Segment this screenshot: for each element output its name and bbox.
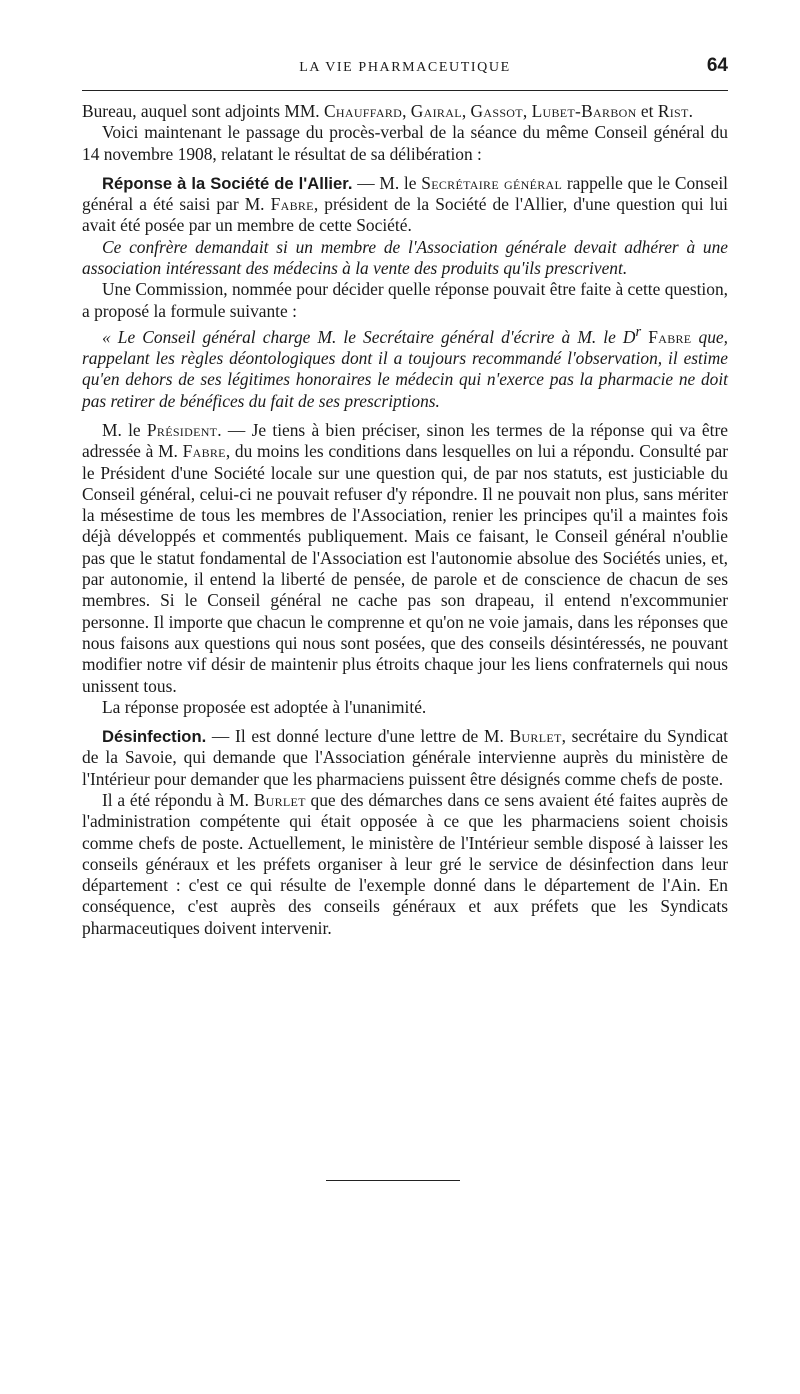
text-run: « Le Conseil général charge M. le Secrétaire général d'écrire à M. le D [102, 326, 636, 347]
closing-rule [326, 1180, 460, 1181]
text-run: et [636, 101, 658, 121]
text-run: , [461, 101, 471, 121]
paragraph-reply [82, 790, 728, 939]
name-burlet: Burlet [253, 790, 306, 810]
title-president: Président [146, 419, 218, 440]
name-fabre: Fabre [182, 441, 226, 462]
text-run: M. le [102, 419, 147, 440]
running-header [82, 55, 728, 84]
quoted-formula [82, 322, 728, 412]
name-fabre: Fabre [648, 326, 692, 347]
page-number: 64 [706, 55, 728, 76]
name-gassot: Gassot [470, 101, 523, 121]
paragraph-proces-verbal: Voici maintenant le passage du procès-verbal de la séance du même Conseil général du 14 novembre 1908, relatant le résultat de sa délibération : [82, 122, 728, 164]
text-run: Bureau, auquel sont adjoints MM. [82, 101, 324, 121]
text-run: que des démarches dans ce sens avaient été faites auprès de l'administration compétente qui était opposée à ce que les pharmaciens soient choisis comme chefs de poste. Actuellement, le ministère de l'Intérieur semble disposé à laisser les conseils généraux et les préfets organiser à leur gré le service de désinfection dans leur département : c'est ce qui résulte de l'exemple donné dans le département de l'Ain. En conséquence, c'est auprès des conseils généraux et aux préfets que les Syndicats pharmaceutiques doivent intervenir. [82, 790, 728, 938]
text-run: . [688, 101, 693, 121]
running-title: LA VIE PHARMACEUTIQUE [299, 60, 511, 75]
paragraph-desinfection [82, 726, 728, 790]
name-lubet-barbon: Lubet-Barbon [531, 101, 637, 121]
paragraph-question-italic: Ce confrère demandait si un membre de l'Association générale devait adhérer à une association intéressant des médecins à la vente des produits qu'ils prescrivent. [82, 236, 728, 279]
text-run: — M. le [352, 172, 422, 193]
name-rist: Rist [657, 101, 689, 121]
text-run: , [402, 101, 411, 121]
name-chauffard: Chauffard [324, 101, 403, 121]
paragraph-bureau [82, 101, 728, 122]
text-run: que, rappelant les règles déontologiques dont il a toujours recommandé l'observation, il estime qu'en dehors de ses légitimes honoraires le médecin qui n'exerce pas la pharmacie ne doit pas retirer de bénéfices du fait de ses prescriptions. [82, 326, 728, 411]
superscript-r: r [635, 323, 642, 340]
text-run: Il a été répondu à M. [102, 790, 254, 810]
text-run: — Il est donné lecture d'une lettre de M. [206, 726, 510, 747]
section-heading-allier: Réponse à la Société de l'Allier. [102, 173, 353, 193]
text-run: , du moins les conditions dans lesquelles on lui a répondu. Consulté par le Président d'une Société locale sur une question qui, de par nos statuts, est justiciable du Conseil général, celui-ci ne pouvait refuser d'y répondre. Il ne pouvait non plus, sans mériter la mésestime de tous les membres de l'Association, renier les principes qu'il a maintes fois déjà développés et commentés publiquement. Mais ce faisant, le Conseil général n'oublie pas que le statut fondamental de l'Association est l'autonomie absolue des Sociétés unies, et, par autonomie, il entend la liberté de pensée, de parole et de conscience de chacun de ses membres. Si le Conseil général ne cache pas son drapeau, il entend n'excommunier personne. Il importe que chacun le comprenne et qu'on ne voie jamais, dans les réponses que nous faisons aux questions qui nous sont posées, que des conseils désintéressés, ne pouvant modifier notre vif désir de maintenir plus étroits chaque jour les liens confraternels qui nous unissent tous. [82, 441, 728, 696]
text-run: , président de la Société de l'Allier, d'une question qui lui avait été posée par un membre de cette Société. [82, 194, 728, 236]
paragraph-reponse-allier [82, 173, 728, 237]
name-fabre: Fabre [270, 194, 314, 215]
text-run: , secrétaire du Syndicat de la Savoie, qui demande que l'Association générale intervienne auprès du ministère de l'Intérieur pour demander que les pharmaciens puissent être désignés comme chefs de poste. [82, 726, 728, 789]
text-run: . — Je tiens à bien préciser, sinon les termes de la réponse qui va être adressée à M. [82, 419, 728, 462]
paragraph-president [82, 420, 728, 697]
section-heading-desinfection: Désinfection. [102, 727, 207, 747]
name-burlet: Burlet [509, 726, 562, 747]
header-rule [82, 90, 728, 91]
paragraph-commission: Une Commission, nommée pour décider quelle réponse pouvait être faite à cette question, a proposé la formule suivante : [82, 279, 728, 321]
title-secretaire-general: Secrétaire général [421, 172, 563, 193]
text-run: rappelle que le Conseil général a été saisi par M. [82, 172, 728, 215]
text-run: , [522, 101, 532, 121]
name-gairal: Gairal [410, 101, 462, 121]
document-page [82, 55, 728, 939]
paragraph-adoption: La réponse proposée est adoptée à l'unanimité. [102, 696, 427, 717]
